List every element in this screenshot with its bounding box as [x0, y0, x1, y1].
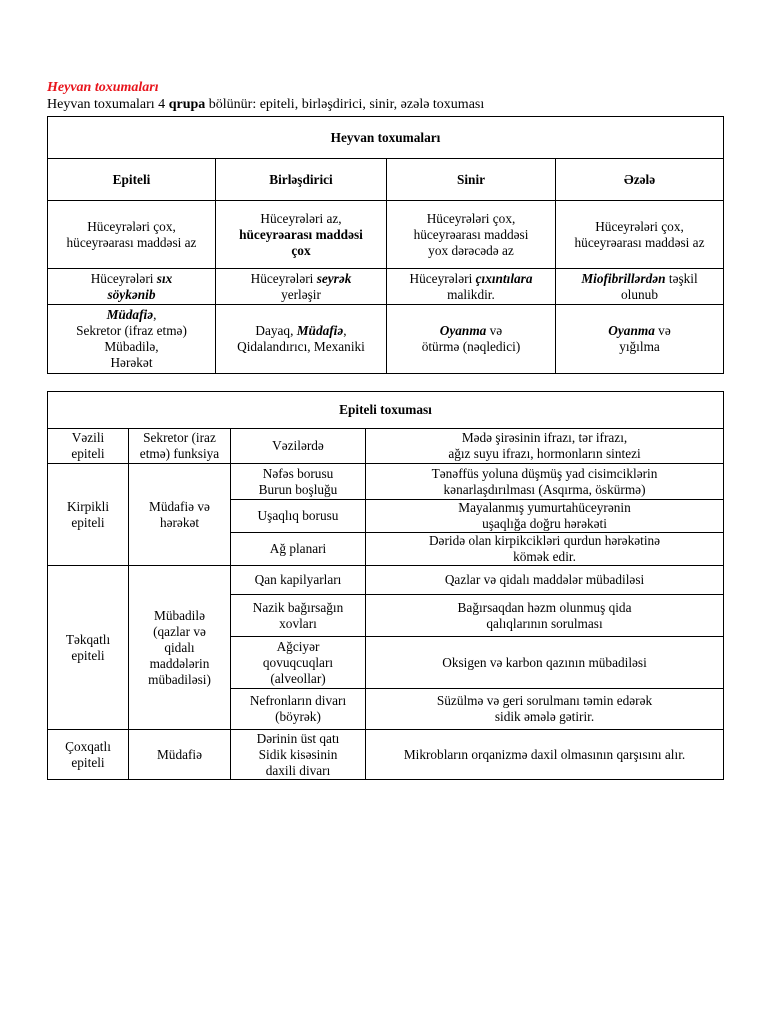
cell-text: Dayaq, [255, 323, 297, 338]
table1-cell [556, 201, 724, 269]
cell-emphasis: çıxıntılara [475, 270, 533, 286]
table1-header: Heyvan toxumaları [48, 117, 724, 159]
table1-cell [556, 305, 724, 374]
location-cell [231, 533, 366, 566]
cell-line: Tənəffüs yoluna düşmüş yad cisimciklərin [431, 465, 658, 481]
table1-cell [216, 269, 387, 305]
cell-line: Sekretor (ifraz etmə) [76, 323, 187, 338]
location-cell [231, 566, 366, 595]
cell-line: sidik əmələ gətirir. [494, 709, 595, 724]
cell-line: Çoxqatlı [65, 738, 111, 754]
table1-cell [556, 269, 724, 305]
cell-text: Hüceyrələri [90, 270, 157, 286]
table-row [48, 464, 724, 500]
cell-emphasis: Oyanma [439, 323, 487, 338]
cell-emphasis: sıx [156, 270, 173, 286]
epithelium-type-cell [48, 730, 129, 780]
location-cell [231, 429, 366, 464]
location-cell [231, 595, 366, 637]
cell-emphasis: seyrək [316, 270, 352, 286]
cell-text: və [654, 323, 671, 338]
cell-line: Uşaqlıq borusu [257, 508, 339, 523]
cell-line: Burun boşluğu [258, 481, 338, 497]
column-header: Əzələ [556, 159, 724, 201]
location-cell [231, 689, 366, 730]
cell-line: Qidalandırıcı, Mexaniki [237, 339, 365, 354]
table1-cell [387, 269, 556, 305]
cell-line: epiteli [71, 514, 105, 530]
role-cell [366, 595, 724, 637]
cell-line: Vəzilərdə [272, 438, 324, 453]
cell-line: Süzülmə və geri sorulmanı təmin edərək [436, 693, 653, 708]
cell-line: epiteli [71, 446, 105, 461]
cell-line: Təkqatlı [65, 631, 111, 647]
function-cell [129, 464, 231, 566]
table1-cell [48, 305, 216, 374]
cell-line: hüceyrəarası maddəsi az [66, 234, 197, 250]
table-row [48, 730, 724, 780]
table2-header: Epiteli toxuması [48, 392, 724, 429]
cell-line: qalıqlarının sorulması [486, 615, 603, 631]
cell-text: , [343, 323, 347, 338]
function-cell [129, 566, 231, 730]
cell-line: Oksigen və karbon qazının mübadiləsi [442, 654, 647, 670]
role-cell [366, 500, 724, 533]
cell-line: malikdir. [447, 286, 495, 302]
intro-bold: qrupa [168, 97, 206, 112]
cell-line: Hüceyrələri çox, [426, 210, 516, 226]
cell-line: Mayalanmış yumurtahüceyrənin [458, 500, 631, 515]
function-cell [129, 429, 231, 464]
cell-line: Vəzili [71, 430, 105, 445]
cell-line: hərəkət [159, 514, 200, 530]
cell-line: Qazlar və qidalı maddələr mübadiləsi [444, 572, 645, 587]
cell-line: Qan kapilyarları [254, 572, 342, 587]
table1-cell [48, 201, 216, 269]
cell-text: Hüceyrələri [250, 270, 317, 286]
table1-cell [216, 201, 387, 269]
cell-line: Müdafiə və [149, 498, 210, 514]
cell-line: (böyrək) [275, 709, 321, 724]
column-header: Birləşdirici [216, 159, 387, 201]
intro-post: bölünür: epiteli, birləşdirici, sinir, əzələ toxuması [205, 97, 485, 112]
cell-line: mübadiləsi) [148, 671, 211, 687]
cell-line: Kirpikli [66, 498, 110, 514]
cell-line: etmə) funksiya [139, 446, 220, 461]
cell-text: və [486, 323, 503, 338]
intro-text [47, 97, 484, 113]
cell-line: epiteli [71, 754, 105, 770]
cell-line: kənarlaşdırılması (Asqırma, öskürmə) [443, 481, 646, 497]
cell-line-bold: çox [291, 242, 311, 258]
cell-line: xovları [279, 615, 317, 631]
cell-line: epiteli [71, 647, 105, 663]
role-cell [366, 730, 724, 780]
cell-line: kömək edir. [513, 549, 576, 564]
table1-cell [387, 305, 556, 374]
cell-line: Dəridə olan kirpikcikləri qurdun hərəkətinə [428, 533, 661, 548]
cell-emphasis: söykənib [107, 286, 156, 302]
cell-line: Müdafiə [156, 746, 203, 762]
location-cell [231, 464, 366, 500]
cell-text: təşkil [665, 270, 698, 286]
table-row [48, 566, 724, 595]
location-cell [231, 500, 366, 533]
cell-line: Nefronların divarı [249, 693, 347, 708]
epithelium-type-cell [48, 464, 129, 566]
role-cell [366, 464, 724, 500]
role-cell [366, 566, 724, 595]
cell-line: yox dərəcədə az [428, 242, 514, 258]
cell-line: maddələrin [149, 655, 210, 671]
tissue-types-table [47, 116, 724, 374]
table1-cell [216, 305, 387, 374]
cell-line: olunub [621, 286, 658, 302]
cell-text: , [153, 307, 157, 322]
role-cell [366, 533, 724, 566]
table-row [48, 429, 724, 464]
cell-line: ağız suyu ifrazı, hormonların sintezi [448, 446, 641, 461]
location-cell [231, 637, 366, 689]
cell-line: hüceyrəarası maddəsi [413, 226, 529, 242]
cell-line: uşaqlığa doğru hərəkəti [482, 516, 607, 531]
cell-line: hüceyrəarası maddəsi az [574, 234, 705, 250]
cell-line: daxili divarı [265, 762, 331, 778]
cell-line: Hüceyrələri çox, [595, 218, 684, 234]
table1-cell [48, 269, 216, 305]
cell-line: yığılma [619, 339, 660, 354]
role-cell [366, 429, 724, 464]
role-cell [366, 689, 724, 730]
cell-text: Hüceyrələri [409, 270, 476, 286]
cell-line: Mədə şirəsinin ifrazı, tər ifrazı, [461, 430, 628, 445]
column-header: Epiteli [48, 159, 216, 201]
cell-line: qidalı [164, 639, 195, 655]
cell-line: (qazlar və [153, 623, 206, 639]
cell-line: ötürmə (nəqledici) [421, 339, 521, 354]
table1-cell [387, 201, 556, 269]
cell-line: Dərinin üst qatı [256, 730, 340, 746]
cell-line: Hərəkət [110, 355, 153, 370]
function-cell [129, 730, 231, 780]
cell-line: Nazik bağırsağın [252, 599, 344, 615]
role-cell [366, 637, 724, 689]
epithelial-tissue-table [47, 391, 724, 780]
cell-line: Nəfəs borusu [262, 465, 334, 481]
cell-line-bold: hüceyrəarası maddəsi [239, 226, 363, 242]
cell-line: Mikrobların orqanizmə daxil olmasının qarşısını alır. [403, 746, 686, 762]
cell-line: Mübadilə [154, 607, 205, 623]
cell-line: Hüceyrələri çox, [87, 218, 176, 234]
cell-line: yerləşir [281, 286, 321, 302]
cell-line: Sidik kisəsinin [258, 746, 338, 762]
cell-emphasis: Müdafiə [296, 323, 344, 338]
cell-emphasis: Oyanma [608, 323, 655, 338]
page-title: Heyvan toxumaları [47, 80, 159, 95]
location-cell [231, 730, 366, 780]
epithelium-type-cell [48, 566, 129, 730]
cell-line: qovuqcuqları [262, 654, 334, 670]
cell-line: Ağ planari [269, 541, 327, 556]
cell-emphasis: Miofibrillərdən [581, 270, 666, 286]
cell-line: Mübadilə, [104, 339, 159, 354]
cell-line: (alveollar) [270, 670, 326, 686]
cell-emphasis: Müdafiə [106, 307, 154, 322]
column-header: Sinir [387, 159, 556, 201]
cell-line: Bağırsaqdan həzm olunmuş qida [457, 599, 632, 615]
cell-line: Sekretor (iraz [143, 430, 216, 445]
cell-line: Ağciyər [276, 638, 320, 654]
epithelium-type-cell [48, 429, 129, 464]
intro-pre: Heyvan toxumaları 4 [47, 97, 169, 112]
cell-line: Hüceyrələri az, [260, 210, 342, 226]
